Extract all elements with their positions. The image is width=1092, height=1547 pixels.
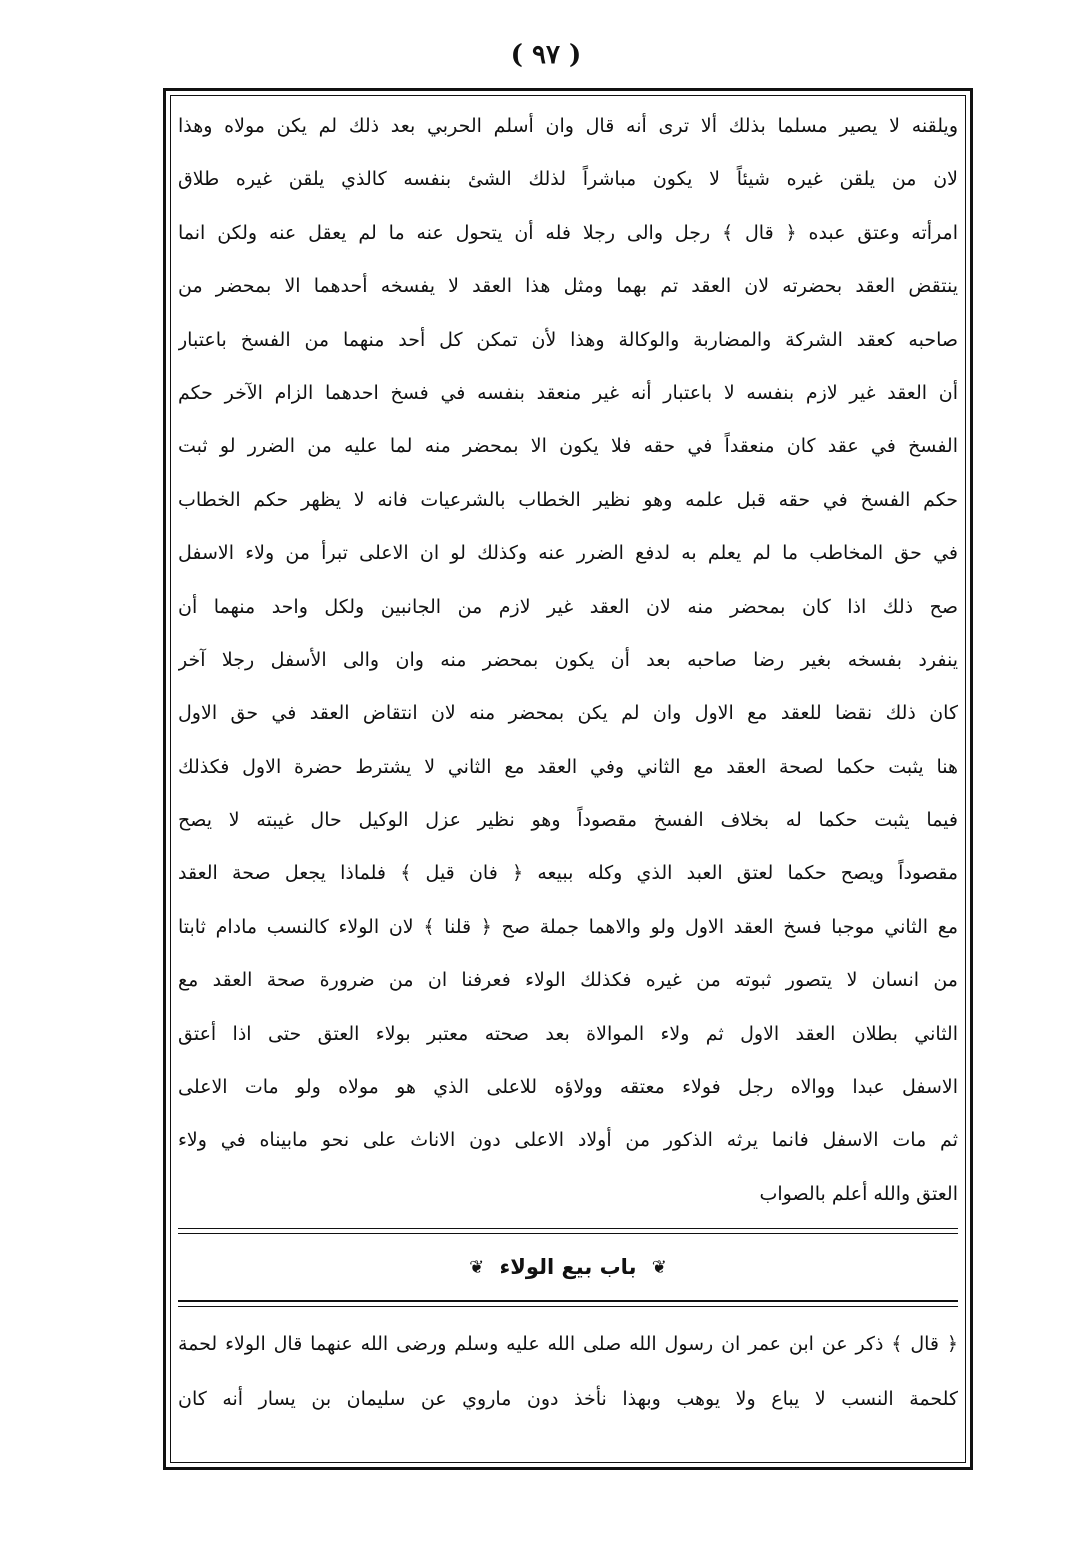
text-line: ينفرد بفسخه بغير رضا صاحبه بعد أن يكون بمحضر منه وان والى الأسفل رجلا آخر (178, 648, 958, 671)
text-line: كلحمة النسب لا يباع ولا يوهب وبهذا نأخذ دون ماروي عن سليمان بن يسار أنه كان (178, 1388, 958, 1410)
text-line: فيما يثبت حكما له بخلاف الفسخ مقصوداً وهو نظير عزل الوكيل حال غيبته لا يصح (178, 809, 958, 832)
ornament-icon: ❦ (651, 1257, 667, 1278)
chapter-heading (178, 1242, 958, 1292)
text-line: لان من يلقن غيره شيئاً لا يكون مباشراً لذلك الشئ بنفسه كالذي يلقن غيره طلاق (178, 168, 958, 191)
section-divider (178, 1300, 958, 1302)
text-line: هنا يثبت حكما لصحة العقد مع الثاني وفي العقد مع الثاني لا يشترط حضرة الاول فكذلك (178, 755, 958, 778)
text-line: أن العقد غير لازم بنفسه لا باعتبار أنه غير منعقد بنفسه في فسخ احدهما الزام الآخر حكم (178, 381, 958, 404)
text-line: حكم الفسخ في حقه قبل علمه وهو نظير الخطاب بالشرعيات فانه لا يظهر حكم الخطاب (178, 488, 958, 511)
text-line: في حق المخاطب ما لم يعلم به لدفع الضرر عنه وكذلك لو ان الاعلى تبرأ من ولاء الاسفل (178, 542, 958, 565)
text-line: من انسان لا يتصور ثبوته من غيره فكذلك الولاء فعرفنا ان من ضرورة صحة العقد مع (178, 969, 958, 992)
section-divider (178, 1306, 958, 1307)
text-line: الفسخ في عقد كان منعقداً في حقه فلا يكون الا بمحضر منه لما عليه من الضرر لو ثبت (178, 435, 958, 458)
text-line: مع الثاني موجبا فسخ العقد الاول ولو والاهما جملة صح ﴿ قلنا ﴾ لان الولاء كالنسب مادام ثابتا (178, 915, 958, 938)
section-divider (178, 1233, 958, 1234)
text-line: كان ذلك نقضا للعقد مع الاول وان لم يكن بمحضر منه لان انتقاض العقد في حق الاول (178, 702, 958, 725)
section-divider (178, 1228, 958, 1229)
text-line: الثاني بطلان العقد الاول ثم ولاء الموالاة بعد صحته معتبر بولاء العتق حتى اذا أعتق (178, 1022, 958, 1045)
text-line: ويلقنه لا يصير مسلما بذلك ألا ترى أنه قال وان أسلم الحربي بعد ذلك لم يكن مولاه وهذا (178, 115, 958, 137)
text-line: امرأته وعتق عبده ﴿ قال ﴾ رجل والى رجلا فله أن يتحول عنه ما لم يعقل عنه ولكن انما (178, 221, 958, 244)
chapter-title: باب بيع الولاء (499, 1255, 637, 1279)
text-line: ثم مات الاسفل فانما يرثه الذكور من أولاد الاعلى دون الاناث على نحو مابيناه في ولاء (178, 1129, 958, 1152)
text-line: العتق والله أعلم بالصواب (759, 1182, 958, 1205)
text-line: ينتقض العقد بحضرته لان العقد تم بهما ومثل هذا العقد لا يفسخه أحدهما الا بمحضر من (178, 275, 958, 298)
ornament-icon: ❦ (469, 1257, 485, 1278)
main-text-block (178, 100, 958, 1221)
page-number: ( ٩٧ ) (510, 40, 582, 70)
text-line: ﴿ قال ﴾ ذكر عن ابن عمر ان رسول الله صلى الله عليه وسلم ورضى الله عنهما قال الولاء لحمة (178, 1333, 958, 1355)
text-line: مقصوداً ويصح حكما لعتق العبد الذي وكله ببيعه ﴿ فان قيل ﴾ فلماذا يجعل صحة العقد (178, 862, 958, 885)
text-line: الاسفل عبدا ووالاه رجل فولاء معتقه وولاؤه للاعلى الذي هو مولاه ولو مات الاعلى (178, 1076, 958, 1099)
text-line: صاحبه كعقد الشركة والمضاربة والوكالة وهذا لأن تمكن كل أحد منهما من الفسخ باعتبار (178, 328, 958, 351)
chapter-text-block (178, 1317, 958, 1427)
text-line: صح ذلك اذا كان بمحضر منه لان العقد غير لازم من الجانبين ولكل واحد منهما أن (178, 595, 958, 618)
